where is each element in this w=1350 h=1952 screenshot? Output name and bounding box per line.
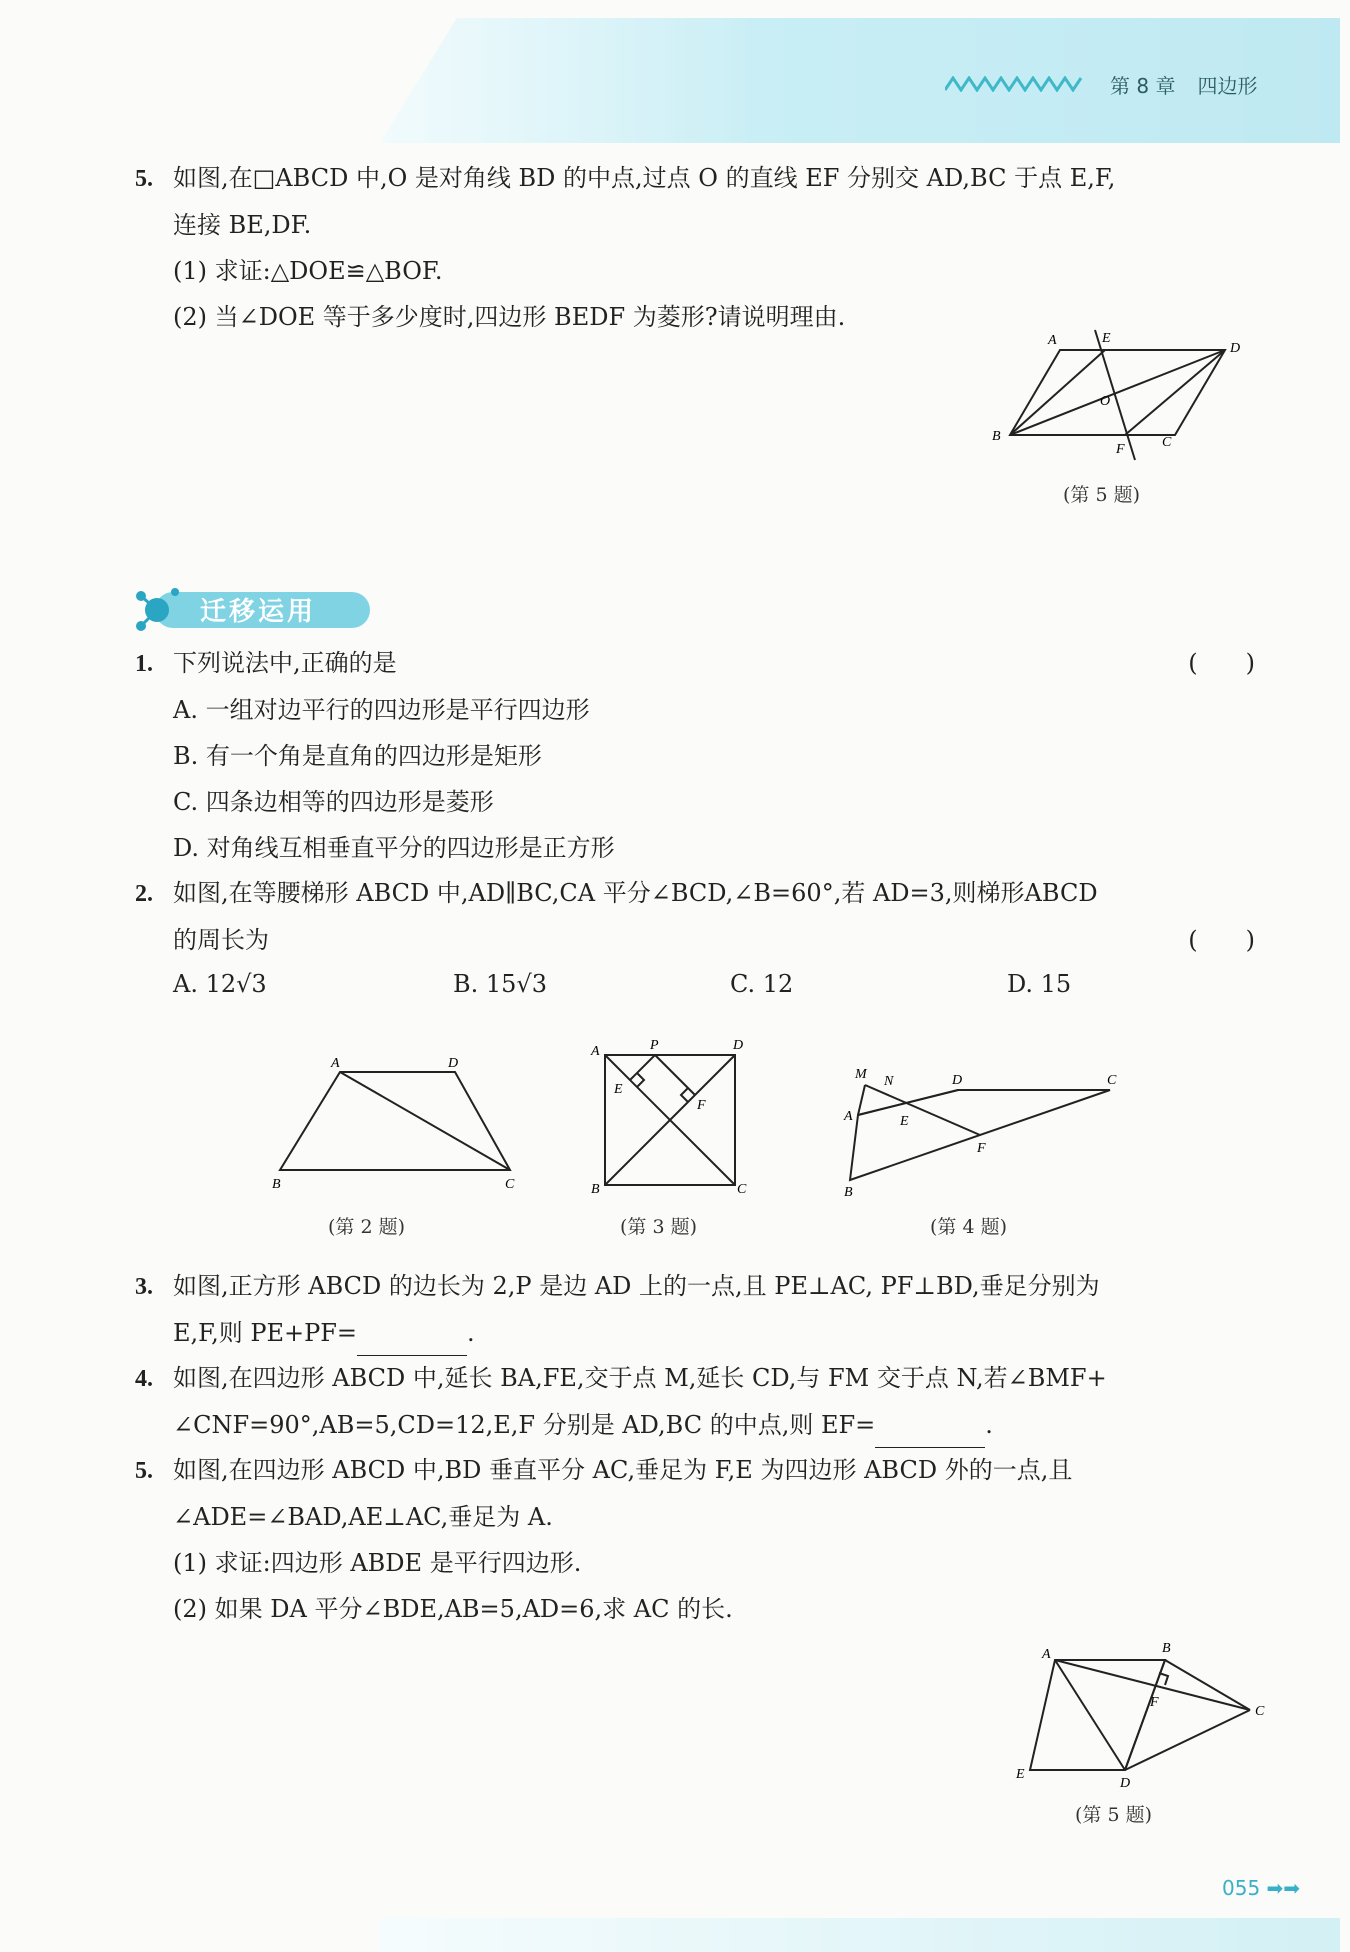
header-zigzag-decoration bbox=[945, 76, 1085, 92]
label-A: A bbox=[1042, 1647, 1051, 1662]
option-c: C. 12 bbox=[730, 970, 794, 998]
label-D: D bbox=[952, 1073, 963, 1088]
label-A: A bbox=[591, 1044, 600, 1059]
answer-blank[interactable] bbox=[875, 1417, 985, 1448]
option-d: D. 对角线互相垂直平分的四边形是正方形 bbox=[173, 834, 615, 862]
question-text: 如图,在四边形 ABCD 中,延长 BA,FE,交于点 M,延长 CD,与 FM 交于点 N,若∠BMF+ bbox=[173, 1364, 1107, 1392]
label-D: D bbox=[448, 1056, 459, 1071]
question-text-cont: ∠CNF=90°,AB=5,CD=12,E,F 分别是 AD,BC 的中点,则 EF= bbox=[173, 1411, 876, 1439]
figure-q4 bbox=[840, 1060, 1130, 1200]
subquestion-2: (2) 如果 DA 平分∠BDE,AB=5,AD=6,求 AC 的长. bbox=[173, 1595, 733, 1623]
subquestion-2: (2) 当∠DOE 等于多少度时,四边形 BEDF 为菱形?请说明理由. bbox=[173, 303, 846, 331]
label-E: E bbox=[1016, 1767, 1025, 1782]
label-D: D bbox=[1230, 341, 1241, 356]
chapter-number: 第 8 章 bbox=[1110, 74, 1176, 98]
question-text: 下列说法中,正确的是 bbox=[173, 649, 397, 677]
option-c: C. 四条边相等的四边形是菱形 bbox=[173, 788, 494, 816]
label-C: C bbox=[1162, 435, 1172, 450]
question-2 bbox=[135, 870, 1255, 963]
label-E: E bbox=[614, 1082, 623, 1097]
question-number: 4. bbox=[135, 1366, 153, 1392]
label-M: M bbox=[855, 1067, 867, 1082]
label-B: B bbox=[591, 1182, 600, 1197]
label-D: D bbox=[1120, 1776, 1131, 1790]
label-E: E bbox=[1102, 331, 1111, 346]
option-a: A. 一组对边平行的四边形是平行四边形 bbox=[173, 696, 590, 724]
label-F: F bbox=[697, 1098, 706, 1113]
option-d: D. 15 bbox=[1007, 970, 1072, 998]
figure-q5 bbox=[1010, 1630, 1280, 1790]
question-4 bbox=[135, 1355, 1107, 1448]
prev-question-5 bbox=[135, 155, 1115, 340]
label-F: F bbox=[1116, 442, 1125, 457]
page-number bbox=[1222, 1876, 1300, 1900]
arrow-icon: ➡➡ bbox=[1266, 1876, 1301, 1900]
page-number-text: 055 bbox=[1222, 1876, 1261, 1900]
question-text-cont: 的周长为 bbox=[173, 926, 269, 954]
figure-caption: (第 4 题) bbox=[930, 1216, 1007, 1238]
question-text: 如图,在□ABCD 中,O 是对角线 BD 的中点,过点 O 的直线 EF 分别交 AD,BC 于点 E,F, bbox=[173, 164, 1116, 192]
label-A: A bbox=[1048, 333, 1057, 348]
figure-caption: (第 2 题) bbox=[328, 1216, 405, 1238]
question-text: 如图,在四边形 ABCD 中,BD 垂直平分 AC,垂足为 F,E 为四边形 ABCD 外的一点,且 bbox=[173, 1456, 1073, 1484]
figure-caption: (第 5 题) bbox=[1075, 1804, 1152, 1826]
answer-paren: ( ) bbox=[1188, 649, 1255, 677]
period: . bbox=[467, 1319, 475, 1347]
question-text-cont: 连接 BE,DF. bbox=[173, 211, 312, 239]
option-b: B. 有一个角是直角的四边形是矩形 bbox=[173, 742, 542, 770]
label-B: B bbox=[1162, 1641, 1171, 1656]
question-5 bbox=[135, 1447, 1072, 1632]
chapter-header bbox=[1110, 70, 1279, 99]
label-B: B bbox=[272, 1177, 281, 1192]
label-F: F bbox=[977, 1141, 986, 1156]
label-C: C bbox=[1255, 1704, 1265, 1719]
question-number: 1. bbox=[135, 651, 153, 677]
figure-caption: (第 5 题) bbox=[1063, 484, 1140, 506]
figure-q2 bbox=[265, 1050, 525, 1200]
label-A: A bbox=[331, 1056, 340, 1071]
question-3 bbox=[135, 1263, 1100, 1356]
question-1 bbox=[135, 640, 1255, 871]
question-number: 5. bbox=[135, 166, 153, 192]
subquestion-1: (1) 求证:四边形 ABDE 是平行四边形. bbox=[173, 1549, 582, 1577]
question-text: 如图,正方形 ABCD 的边长为 2,P 是边 AD 上的一点,且 PE⊥AC, PF⊥BD,垂足分别为 bbox=[173, 1272, 1100, 1300]
subquestion-1: (1) 求证:△DOE≌△BOF. bbox=[173, 257, 443, 285]
label-E: E bbox=[900, 1114, 909, 1129]
label-B: B bbox=[992, 429, 1001, 444]
answer-paren: ( ) bbox=[1188, 926, 1255, 954]
label-D: D bbox=[733, 1038, 744, 1053]
figure-prev-q5 bbox=[980, 320, 1250, 470]
label-C: C bbox=[1107, 1073, 1117, 1088]
figure-caption: (第 3 题) bbox=[620, 1216, 697, 1238]
question-text: 如图,在等腰梯形 ABCD 中,AD∥BC,CA 平分∠BCD,∠B=60°,若 AD=3,则梯形ABCD bbox=[173, 879, 1098, 907]
question-number: 2. bbox=[135, 881, 153, 907]
question-number: 3. bbox=[135, 1274, 153, 1300]
label-B: B bbox=[844, 1185, 853, 1200]
figure-q3 bbox=[585, 1035, 760, 1200]
label-C: C bbox=[737, 1182, 747, 1197]
label-N: N bbox=[884, 1074, 894, 1089]
question-text-cont: ∠ADE=∠BAD,AE⊥AC,垂足为 A. bbox=[173, 1503, 553, 1531]
answer-blank[interactable] bbox=[357, 1325, 467, 1356]
section-title: 迁移运用 bbox=[200, 597, 317, 627]
period: . bbox=[985, 1411, 993, 1439]
label-C: C bbox=[505, 1177, 515, 1192]
bottom-band bbox=[380, 1918, 1340, 1952]
label-O: O bbox=[1100, 394, 1111, 409]
label-A: A bbox=[844, 1109, 853, 1124]
label-P: P bbox=[650, 1038, 659, 1053]
label-F: F bbox=[1150, 1695, 1159, 1710]
question-text-cont: E,F,则 PE+PF= bbox=[173, 1319, 358, 1347]
chapter-title: 四边形 bbox=[1197, 74, 1258, 98]
option-b: B. 15√3 bbox=[453, 970, 547, 998]
option-a: A. 12√3 bbox=[173, 970, 267, 998]
question-number: 5. bbox=[135, 1458, 153, 1484]
